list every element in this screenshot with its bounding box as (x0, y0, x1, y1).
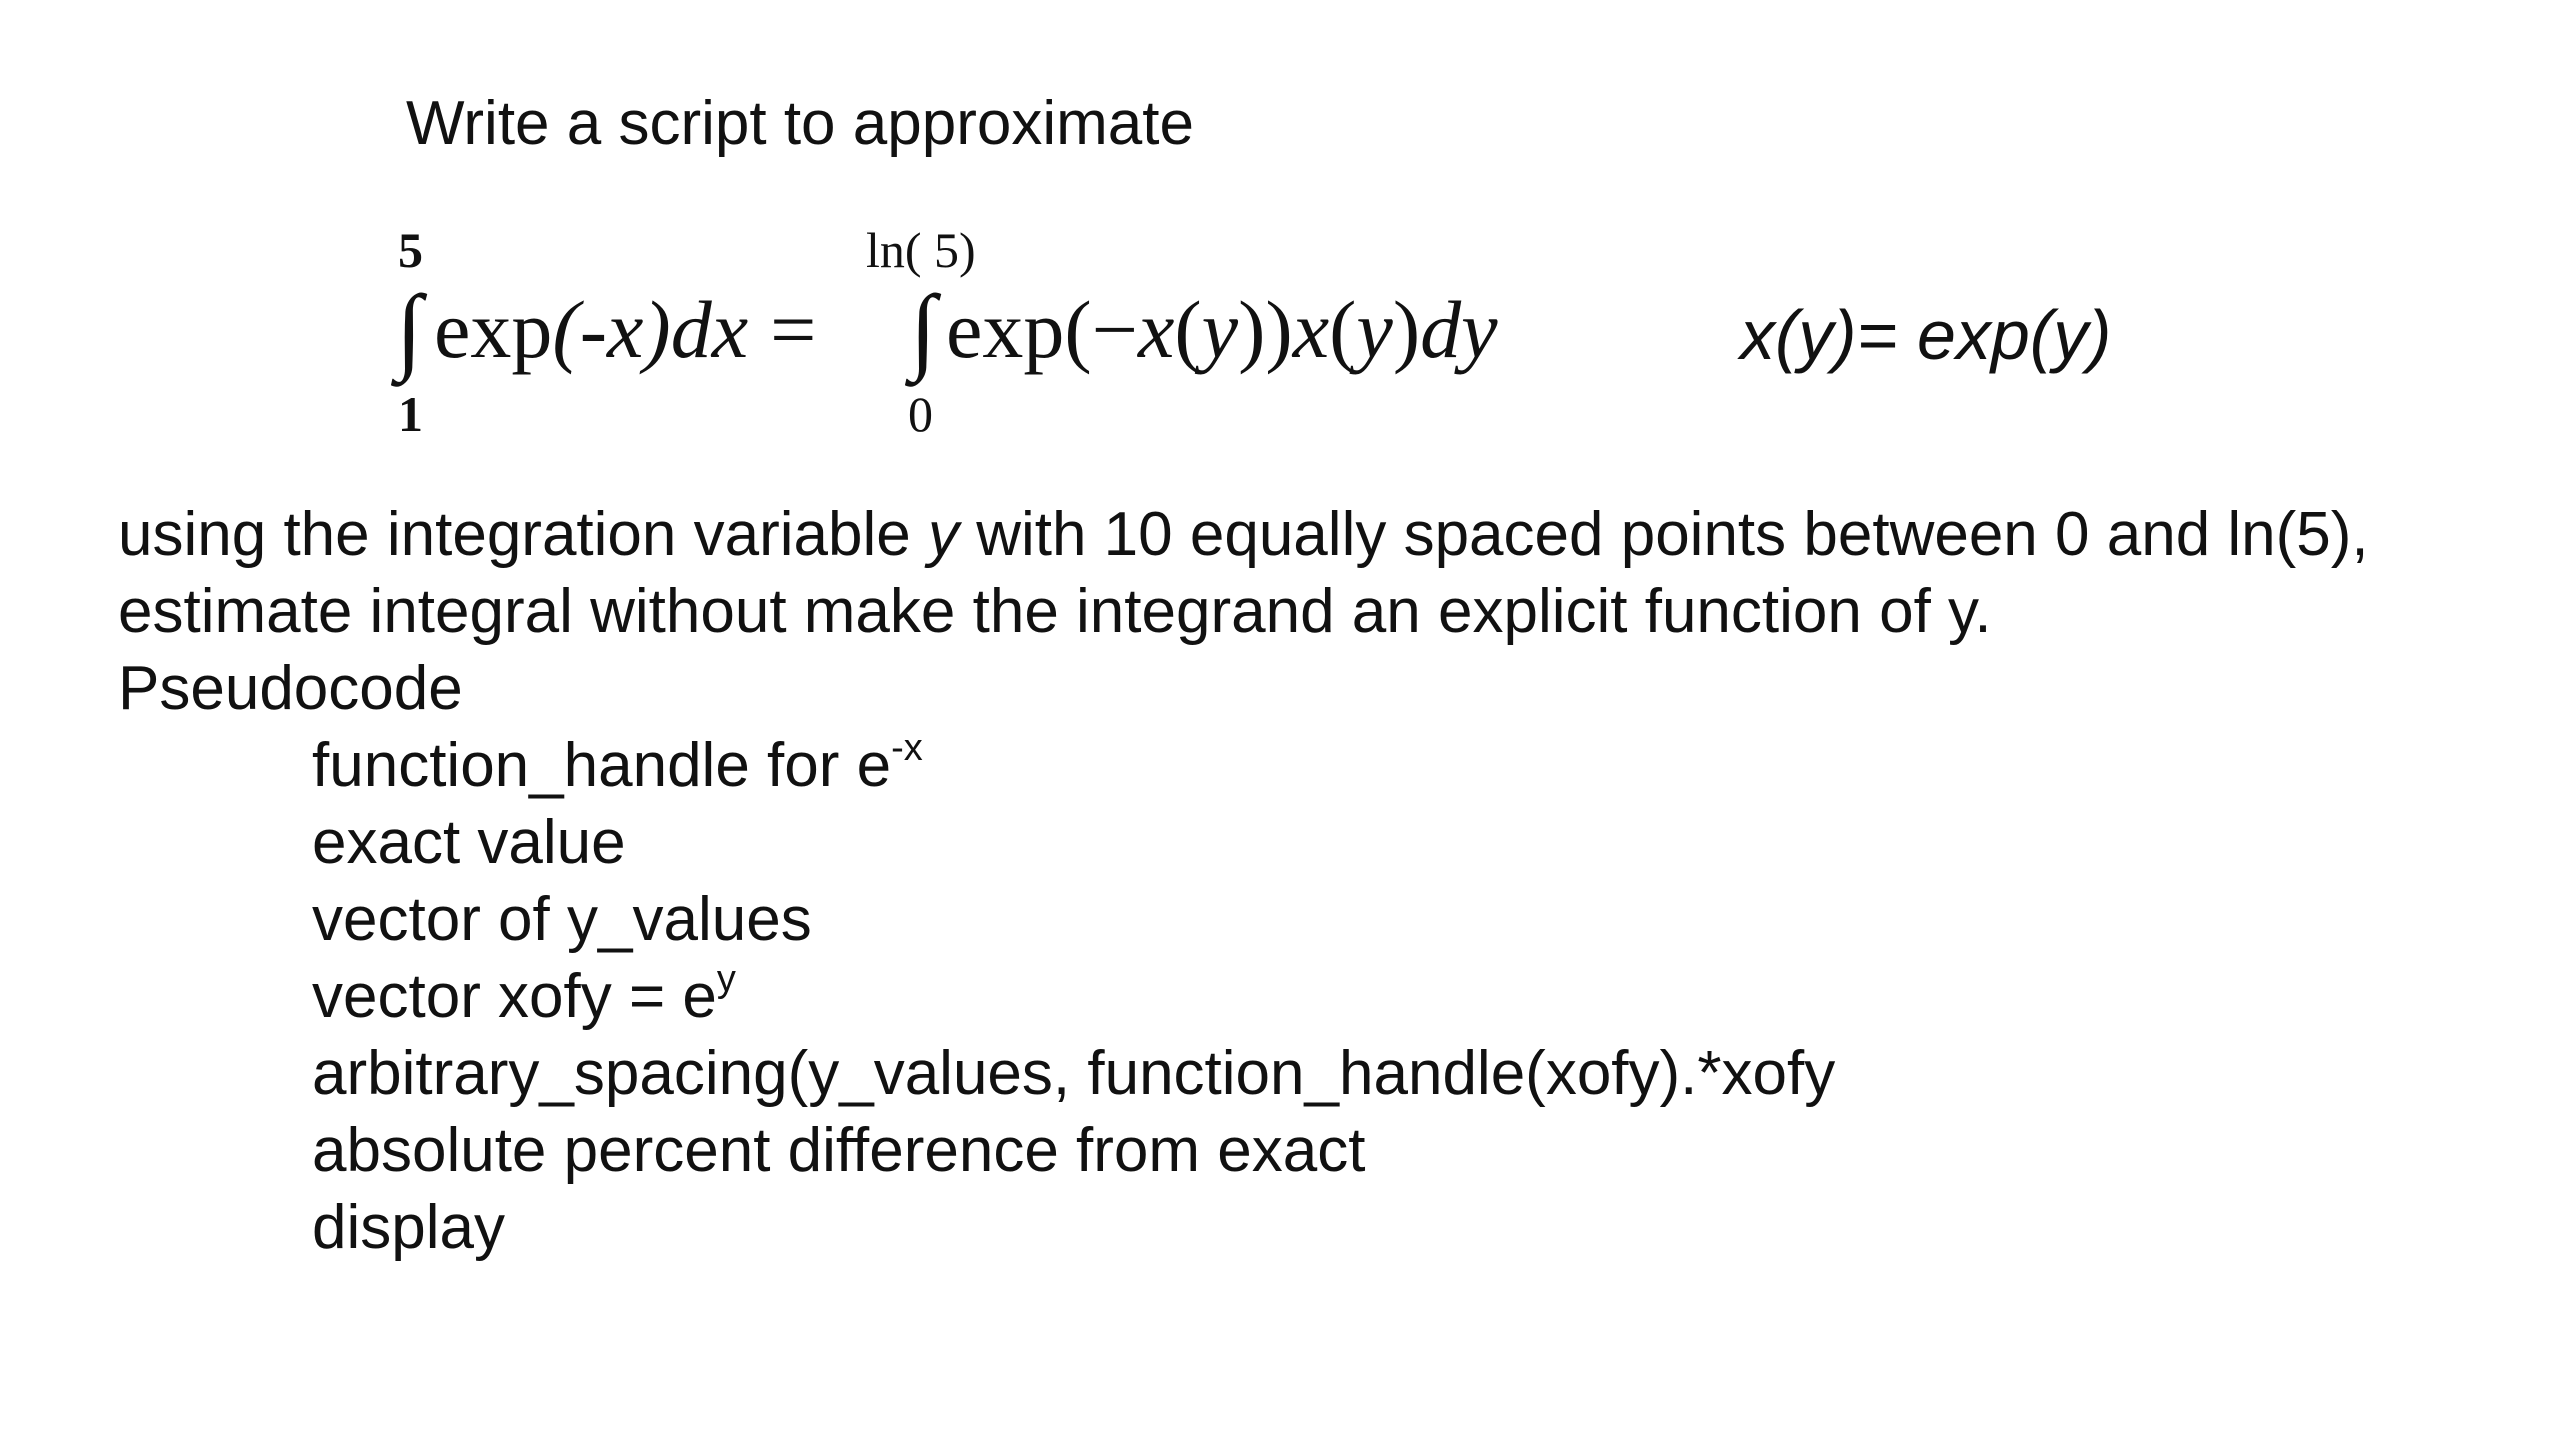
equals-sign: = (770, 284, 817, 375)
pseudocode-step (118, 727, 2369, 804)
pseudocode-step (118, 1035, 2369, 1112)
lhs-lower-limit: 1 (398, 386, 423, 442)
step-text: arbitrary_spacing(y_values, function_handle(xofy).*xofy (312, 1039, 1836, 1108)
pseudocode-steps (118, 727, 2369, 1266)
rhs-minus-sign: − (1091, 284, 1138, 375)
pseudocode-heading: Pseudocode (118, 654, 463, 723)
lhs-integrand (434, 282, 816, 378)
rhs-x-var-2: x (1292, 284, 1330, 375)
rhs-upper-limit: ln( 5) (866, 222, 976, 278)
description-line-1-start: using the integration variable (118, 500, 928, 569)
rhs-paren-open-1: ( (1174, 284, 1202, 375)
lhs-integrand-exp: exp (434, 284, 553, 375)
step-text: vector xofy = e (312, 962, 717, 1031)
description-variable-y: y (927, 500, 959, 569)
problem-body (118, 496, 2369, 1266)
step-text: vector of y_values (312, 885, 812, 954)
description-line-2: estimate integral without make the integrand an explicit function of y. (118, 577, 1992, 646)
rhs-integral-sign: ∫ (910, 275, 937, 382)
step-text: function_handle for e (312, 731, 892, 800)
rhs-y-var-2: y (1356, 284, 1393, 375)
rhs-x-var-1: x (1137, 284, 1175, 375)
lhs-integral-sign: ∫ (396, 275, 423, 382)
step-superscript: y (716, 958, 736, 1000)
step-text: display (312, 1193, 505, 1262)
rhs-dy: dy (1420, 284, 1498, 375)
step-text: exact value (312, 808, 626, 877)
substitution-definition: x(y)= exp(y) (1740, 296, 2112, 374)
step-superscript: -x (891, 727, 923, 769)
rhs-paren-open-2: ( (1329, 284, 1357, 375)
lhs-integrand-arg: (-x)dx (552, 284, 749, 375)
pseudocode-step (118, 958, 2369, 1035)
rhs-integrand-exp: exp( (946, 284, 1092, 375)
description-line-1-end: with 10 equally spaced points between 0 and ln(5), (958, 500, 2369, 569)
rhs-paren-close-1: )) (1238, 284, 1293, 375)
pseudocode-step (118, 881, 2369, 958)
pseudocode-step (118, 1189, 2369, 1266)
rhs-y-var-1: y (1201, 284, 1239, 375)
pseudocode-step (118, 1112, 2369, 1189)
step-text: absolute percent difference from exact (312, 1116, 1366, 1185)
rhs-paren-close-2: ) (1392, 284, 1421, 375)
rhs-integrand (946, 282, 1498, 378)
description-line-1 (118, 496, 2369, 573)
rhs-lower-limit: 0 (908, 386, 933, 442)
integral-equation (390, 210, 2170, 460)
lhs-upper-limit: 5 (398, 222, 423, 278)
pseudocode-step (118, 804, 2369, 881)
problem-title: Write a script to approximate (406, 89, 1194, 158)
